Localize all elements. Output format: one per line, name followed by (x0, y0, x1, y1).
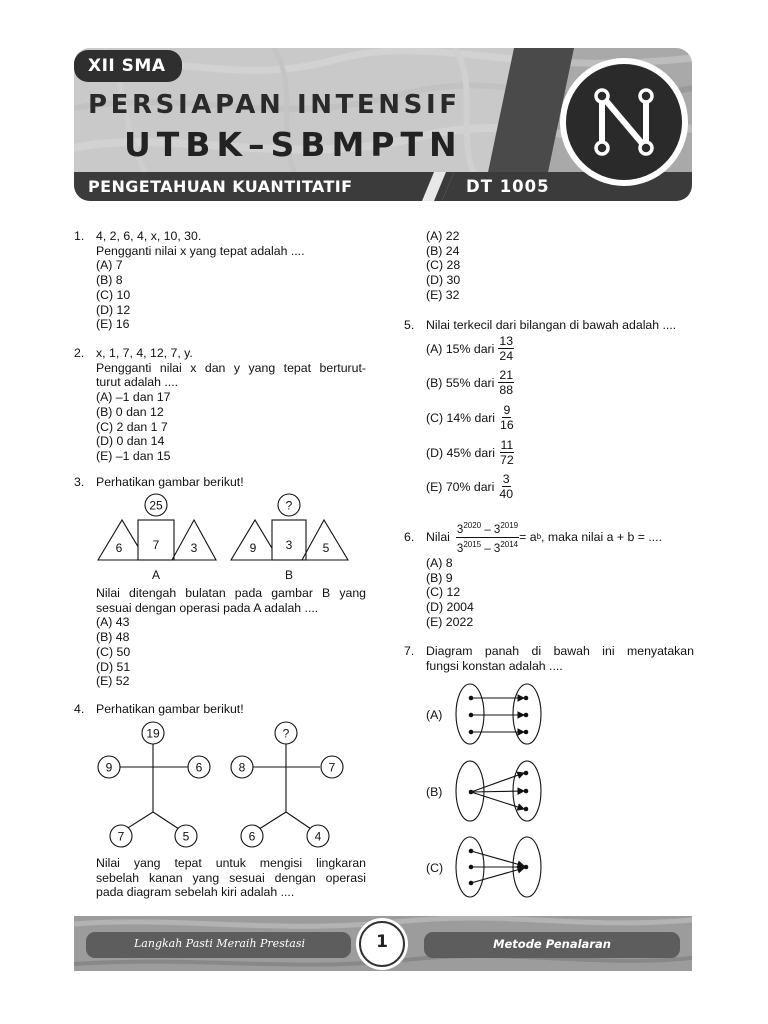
option-c: (C) 50 (96, 644, 131, 659)
node-left: 9 (105, 760, 113, 775)
fig-a-right: 3 (190, 541, 198, 555)
question-3 (74, 475, 366, 490)
option-a: (A) 7 (96, 258, 123, 273)
arrow-diagrams (450, 680, 550, 900)
option-c: (C) 14% dari $\frac{9}{16}$ (426, 403, 514, 432)
option-d: (D) 12 (96, 302, 131, 317)
question-1 (74, 229, 366, 332)
question-stem: Nilai terkecil dari bilangan di bawah adalah .... (426, 318, 677, 332)
option-e: (E) 16 (96, 317, 130, 332)
question-3-body (74, 586, 366, 689)
question-stem: 4, 2, 6, 4, x, 10, 30. (96, 229, 202, 243)
fig-b-left: 9 (249, 541, 257, 555)
node-top: ? (282, 726, 290, 741)
question-text: Nilai yang tepat untuk mengisi lingkaran (96, 856, 366, 870)
question-4 (74, 702, 366, 717)
question-stem: Pengganti nilai x yang tepat adalah .... (96, 243, 305, 258)
option-c: (C) 12 (426, 585, 461, 600)
option-e: (E) 70% dari $\frac{3}{40}$ (426, 472, 514, 501)
node-left: 8 (238, 760, 246, 775)
option-a: (A) 15% dari $\frac{13}{24}$ (426, 334, 514, 363)
fraction: $\frac{3}{40}$ (499, 472, 514, 501)
option-d: (D) 30 (426, 273, 461, 288)
question-stem: Diagram panah di bawah ini menyatakan (426, 644, 694, 658)
option-e: (E) –1 dan 15 (96, 448, 171, 463)
option-c: (C) 2 dan 1 7 (96, 419, 168, 434)
option-c: (C) 10 (96, 287, 131, 302)
fig-b-label: B (284, 568, 294, 582)
fig-b-right: 5 (322, 541, 330, 555)
option-b: (B) 24 (426, 243, 460, 258)
title-line2: UTBK–SBMPTN (124, 125, 463, 164)
option-b: (B) 0 dan 12 (96, 404, 164, 419)
fig-a-top: 25 (149, 498, 163, 513)
header-banner (74, 48, 692, 201)
fig-b-top: ? (285, 498, 293, 513)
question-6: 6. Nilai $\frac{3^{2020} - 3^{2019}}{3^{2015} - 3^{2014}}$ = a b , maka nilai a + b = .... (A) 8 (B) 9 (C) 12 (D) 2004 (E) 2022 (404, 518, 694, 630)
question-number: 5. (404, 318, 415, 332)
question-5 (404, 318, 694, 508)
question-stem: turut adalah .... (96, 375, 179, 390)
question-stem: Nilai (426, 529, 450, 544)
fraction: $\frac{21}{88}$ (499, 368, 514, 397)
option-b: (B) 8 (96, 273, 123, 288)
question-stem: Perhatikan gambar berikut! (96, 702, 244, 716)
question-7 (404, 644, 694, 673)
option-a: (A) 43 (96, 615, 130, 630)
question-number: 1. (74, 229, 85, 243)
q7-option-c-label: (C) (426, 861, 444, 875)
option-d: (D) 2004 (426, 600, 474, 615)
question-number: 3. (74, 475, 85, 489)
fraction: $\frac{9}{16}$ (500, 403, 514, 432)
option-e: (E) 52 (96, 674, 130, 689)
fig-a-label: A (151, 568, 161, 582)
option-d: (D) 51 (96, 659, 131, 674)
node-bottom-left: 6 (248, 829, 256, 844)
node-bottom-left: 7 (117, 829, 125, 844)
question-4-body (74, 856, 366, 900)
node-right: 7 (328, 760, 336, 775)
option-a: (A) 8 (426, 556, 453, 570)
grade-label: XII SMA (88, 56, 166, 76)
fig-b-mid: 3 (285, 538, 293, 552)
option-a: (A) 22 (426, 229, 460, 243)
fig-a-left: 6 (115, 541, 123, 555)
question-stem: Perhatikan gambar berikut! (96, 475, 244, 489)
fig-a-mid: 7 (152, 538, 160, 552)
node-bottom-right: 4 (314, 829, 322, 844)
question-number: 2. (74, 346, 85, 360)
node-right: 6 (195, 760, 203, 775)
figure-shapes (96, 492, 366, 584)
node-bottom-right: 5 (182, 829, 190, 844)
fraction: $\frac{13}{24}$ (499, 334, 514, 363)
question-text: sesuai dengan operasi pada A adalah .... (96, 600, 319, 615)
option-e: (E) 32 (426, 287, 460, 302)
figure-cross-diagrams (94, 720, 354, 852)
option-a: (A) –1 dan 17 (96, 390, 171, 405)
option-d: (D) 45% dari $\frac{11}{72}$ (426, 438, 514, 467)
q7-option-b-label: (B) (426, 785, 443, 799)
q7-option-a-label: (A) (426, 708, 443, 722)
logo-icon (558, 56, 690, 188)
question-stem: x, 1, 7, 4, 12, 7, y. (96, 346, 193, 360)
title-line1: PERSIAPAN INTENSIF (88, 90, 461, 120)
question-text: sebelah kanan yang sesuai dengan operasi (96, 870, 366, 885)
footer-section: Metode Penalaran (493, 937, 611, 951)
question-text: pada diagram sebelah kiri adalah .... (96, 885, 295, 900)
question-text: Nilai ditengah bulatan pada gambar B yang (96, 586, 366, 600)
question-number: 6. (404, 530, 415, 544)
question-number: 7. (404, 644, 415, 658)
question-4-options (404, 229, 694, 303)
code-label: DT 1005 (466, 177, 550, 196)
fraction: $\frac{11}{72}$ (500, 438, 514, 467)
option-b: (B) 9 (426, 570, 453, 585)
question-number: 4. (74, 702, 85, 716)
option-d: (D) 0 dan 14 (96, 434, 165, 449)
option-c: (C) 28 (426, 258, 461, 273)
subject-label: PENGETAHUAN KUANTITATIF (88, 177, 353, 196)
question-stem: fungsi konstan adalah .... (426, 658, 563, 673)
footer-slogan: Langkah Pasti Meraih Prestasi (134, 937, 305, 950)
option-e: (E) 2022 (426, 614, 474, 629)
node-top: 19 (146, 726, 160, 741)
exponent-fraction: $\frac{3^{2020} - 3^{2019}}{3^{2015} - 3^{2014}}$ (456, 520, 519, 555)
option-b: (B) 55% dari $\frac{21}{88}$ (426, 368, 514, 397)
page-number: 1 (376, 932, 388, 952)
question-stem: Pengganti nilai x dan y yang tepat berturut- (96, 360, 366, 375)
question-2 (74, 346, 366, 464)
footer-bar (74, 916, 692, 971)
option-b: (B) 48 (96, 630, 130, 645)
